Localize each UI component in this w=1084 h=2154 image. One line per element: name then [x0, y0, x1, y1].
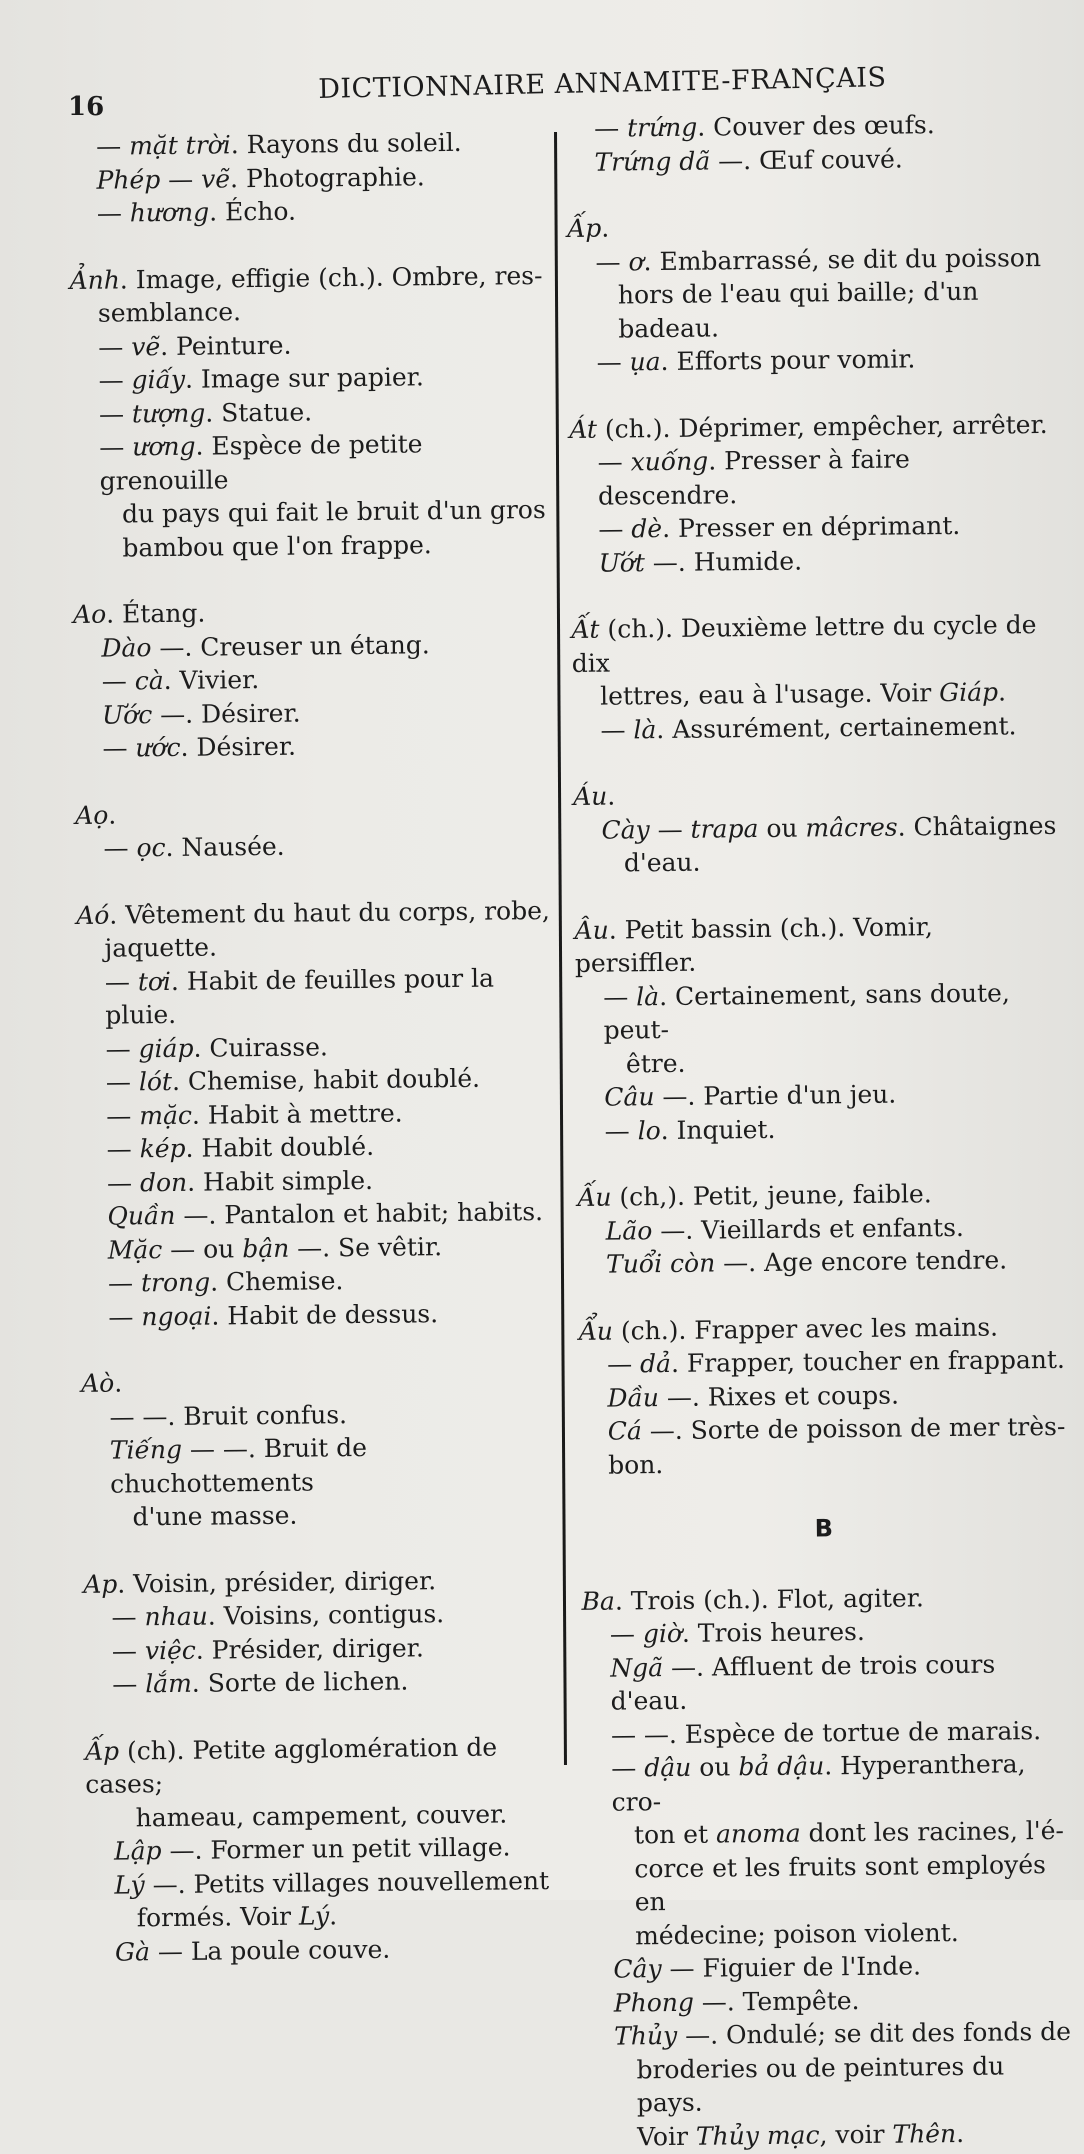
headword: Áu: [573, 781, 608, 811]
sub-entry: — vẽ. Peinture.: [98, 330, 292, 362]
sub-entry: Lập —. Former un petit village.: [113, 1832, 511, 1866]
entry-ao: [73, 593, 555, 766]
sub-entry-continuation: d'eau.: [623, 847, 701, 878]
sub-entry: — ơ. Embarrassé, se dit du poisson: [595, 242, 1042, 277]
headword: Ấu: [577, 1182, 612, 1212]
sub-entry: Ước —. Désirer.: [101, 698, 301, 730]
headword-line: Ất (ch.). Deuxième lettre du cycle de dix: [571, 610, 1037, 678]
headword: Ấp: [84, 1736, 120, 1766]
headword-line: Ap. Voisin, présider, diriger.: [83, 1565, 437, 1599]
right-column: [566, 107, 1073, 2154]
sub-entry: — lắm. Sorte de lichen.: [112, 1666, 409, 1699]
sub-entry: — don. Habit simple.: [106, 1165, 374, 1198]
sub-entry-continuation: bambou que l'on frappe.: [122, 529, 432, 562]
sub-entry: Mặc — ou bận —. Se vêtir.: [107, 1231, 443, 1265]
headword-line: Aò.: [80, 1368, 123, 1398]
sub-entry: Ngã —. Affluent de trois cours d'eau.: [610, 1649, 996, 1716]
entry-au-3: [577, 1176, 1064, 1282]
sub-entry: — tơi. Habit de feuilles pour la pluie.: [104, 963, 495, 1030]
sub-entry: — trong. Chemise.: [107, 1266, 344, 1298]
headword-line: Ba. Trois (ch.). Flot, agiter.: [581, 1582, 925, 1616]
sub-entry: — dậu ou bả dậu. Hyperanthera, cro-: [611, 1749, 1026, 1817]
sub-entry: — ước. Désirer.: [102, 731, 297, 763]
sub-entry: — giờ. Trois heures.: [609, 1616, 865, 1649]
sub-entry-continuation: broderies ou de peintures du pays.: [636, 2051, 1005, 2118]
headword: Aó: [76, 900, 110, 930]
entry-au-2: [574, 908, 1062, 1148]
definition-continuation: hameau, campement, couver.: [135, 1798, 508, 1832]
sub-entry-continuation: être.: [625, 1048, 686, 1078]
sub-entry: — việc. Présider, diriger.: [111, 1632, 425, 1666]
sub-entry-continuation: formés. Voir Lý.: [136, 1901, 338, 1933]
sub-entry: Gà — La poule couve.: [114, 1934, 391, 1967]
headword: Âu: [574, 915, 609, 945]
headword: Ẩu: [578, 1316, 614, 1346]
headword-line: Ẩu (ch.). Frapper avec les mains.: [578, 1312, 999, 1346]
sub-entry-continuation: du pays qui fait le bruit d'un gros: [121, 495, 546, 529]
sub-entry: — hương. Écho.: [96, 196, 297, 228]
sub-entry: — cà. Vivier.: [101, 665, 260, 696]
section-letter: B: [814, 1514, 834, 1543]
sub-entry-continuation: Voir Thủy mạc, voir Thên.: [637, 2118, 965, 2151]
entry-ap-2: [85, 1729, 567, 1969]
headword-line: Ấp.: [567, 213, 610, 243]
entry-ao-2: [75, 793, 556, 865]
sub-entry: Cá —. Sorte de poisson de mer très-bon.: [607, 1411, 1066, 1480]
sub-entry: — lo. Inquiet.: [604, 1114, 776, 1146]
sub-entry: — là. Certainement, sans doute, peut-: [603, 977, 1010, 1045]
sub-entry: Cây — Figuier de l'Inde.: [613, 1951, 922, 1984]
left-column: [68, 125, 567, 1969]
sub-entry: — dè. Presser en déprimant.: [598, 510, 961, 544]
headword: Aò: [80, 1368, 115, 1398]
headword: Ao: [72, 599, 107, 629]
headword: Át: [569, 414, 598, 444]
sub-entry: Phong —. Tempête.: [613, 1985, 860, 2018]
entry-continuation: [68, 125, 549, 231]
entry-au: [573, 775, 1060, 881]
sub-entry: — —. Bruit confus.: [109, 1399, 348, 1432]
running-head: DICTIONNAIRE ANNAMITE-FRANÇAIS: [318, 62, 887, 105]
headword: Ap: [83, 1569, 118, 1599]
sub-entry: — ụa. Efforts pour vomir.: [596, 344, 916, 377]
sub-entry: — nhau. Voisins, contigus.: [111, 1599, 445, 1632]
entry-ao-4: [81, 1362, 563, 1535]
sub-entry: — lót. Chemise, habit doublé.: [105, 1063, 481, 1097]
page-number: 16: [68, 92, 105, 122]
sub-entry: Thủy —. Ondulé; se dit des fonds de: [613, 2016, 1072, 2051]
sub-entry: — kép. Habit doublé.: [106, 1131, 375, 1164]
sub-entry: Tiếng — —. Bruit de chuchottements: [109, 1432, 368, 1499]
headword: Ấp: [567, 213, 602, 243]
entry-at-2: [571, 608, 1058, 747]
sub-entry: — dả. Frapper, toucher en frappant.: [606, 1344, 1066, 1379]
entry-ao-3: [76, 893, 561, 1334]
headword: Ảnh: [69, 264, 120, 295]
sub-entry-continuation: médecine; poison violent.: [634, 1917, 959, 1950]
headword-line: Át (ch.). Déprimer, empêcher, arrêter.: [569, 409, 1048, 444]
sub-entry: Dầu —. Rixes et coups.: [607, 1380, 900, 1413]
headword-line: Ảnh. Image, effigie (ch.). Ombre, res-: [69, 260, 543, 295]
sub-entry: — giấy. Image sur papier.: [98, 362, 424, 395]
sub-entry: Lý —. Petits villages nouvellement: [114, 1865, 550, 1900]
entry-ap: [83, 1562, 564, 1701]
sub-entry: — ngoại. Habit de dessus.: [108, 1298, 439, 1332]
headword-line: Áu.: [573, 781, 616, 811]
entry-anh: [69, 258, 552, 565]
sub-entry-continuation: d'une masse.: [132, 1500, 298, 1532]
entry-au-4: [579, 1309, 1067, 1482]
headword-line: Aọ.: [75, 800, 117, 830]
definition-continuation: jaquette.: [104, 932, 218, 963]
sub-entry: — —. Espèce de tortue de marais.: [610, 1715, 1042, 1750]
sub-entry: Lão —. Vieillards et enfants.: [605, 1212, 965, 1246]
sub-entry: Trứng dã —. Œuf couvé.: [594, 143, 903, 177]
sub-entry: Tuổi còn —. Age encore tendre.: [605, 1245, 1008, 1279]
headword: Aọ: [75, 800, 109, 830]
entry-ba: [581, 1579, 1073, 2154]
sub-entry: Câu —. Partie d'un jeu.: [604, 1079, 897, 1112]
headword-line: Âu. Petit bassin (ch.). Vomir, persiffler.: [574, 911, 934, 978]
entry-at: [569, 407, 1057, 580]
entry-ap-3: [567, 207, 1055, 380]
entry-continuation-right: [566, 107, 1053, 179]
sub-entry: — xuống. Presser à faire descendre.: [597, 444, 910, 511]
headword-line: Ao. Étang.: [72, 598, 206, 629]
sub-entry: Ướt —. Humide.: [598, 546, 803, 578]
sub-entry: Phép — vẽ. Photographie.: [96, 161, 425, 195]
sub-entry: — giáp. Cuirasse.: [105, 1031, 329, 1064]
definition-continuation: lettres, eau à l'usage. Voir Giáp.: [599, 677, 1007, 711]
sub-entry: — ọc. Nausée.: [103, 831, 285, 863]
headword-line: Ấu (ch,). Petit, jeune, faible.: [577, 1179, 932, 1212]
sub-entry: — ương. Espèce de petite grenouille: [99, 429, 423, 496]
headword: Ba: [581, 1586, 616, 1616]
sub-entry: — là. Assurément, certainement.: [600, 710, 1017, 745]
sub-entry-continuation: corce et les fruits sont employés en: [634, 1849, 1047, 1917]
sub-entry-continuation: hors de l'eau qui baille; d'un badeau.: [617, 276, 979, 343]
sub-entry: Quần —. Pantalon et habit; habits.: [107, 1197, 544, 1231]
definition-continuation: semblance.: [97, 297, 242, 328]
sub-entry: — mặc. Habit à mettre.: [106, 1098, 403, 1131]
sub-entry-continuation: ton et anoma dont les racines, l'é-: [633, 1815, 1065, 1850]
sub-entry: — trứng. Couver des œufs.: [594, 110, 935, 143]
sub-entry: Cày — trapa ou mâcres. Châtaignes: [601, 810, 1057, 845]
sub-entry: — mặt trời. Rayons du soleil.: [96, 127, 462, 161]
headword-line: Ấp (ch). Petite agglomération de cases;: [84, 1732, 498, 1799]
headword: Ất: [571, 614, 600, 644]
headword-line: Aó. Vêtement du haut du corps, robe,: [76, 895, 551, 930]
sub-entry: — tượng. Statue.: [98, 396, 313, 429]
sub-entry: Dào —. Creuser un étang.: [101, 629, 430, 663]
